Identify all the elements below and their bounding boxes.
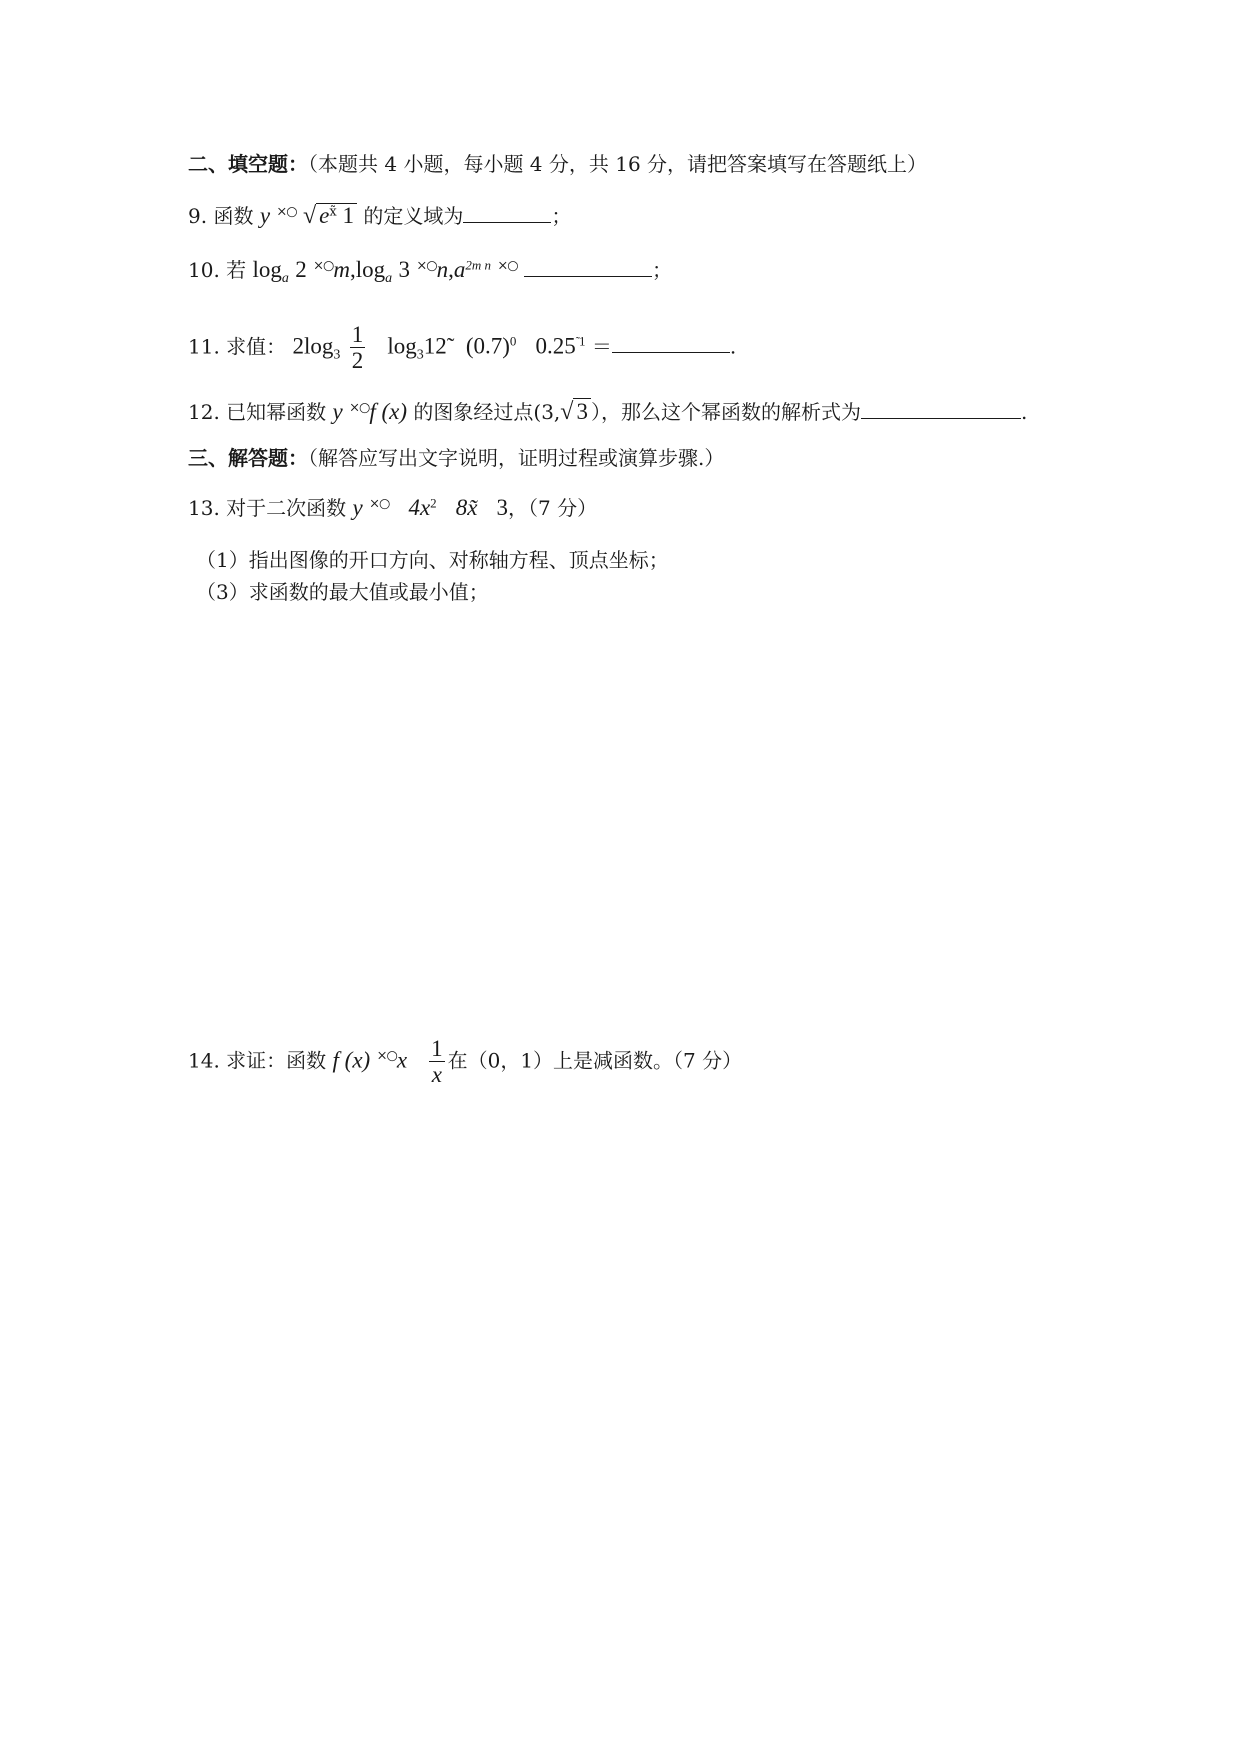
q10-a: a xyxy=(453,257,466,282)
q9-end: ； xyxy=(551,204,572,228)
q10-eq-symbol-1: ×○ xyxy=(313,258,334,274)
q11-sub3b: 3 xyxy=(416,347,424,363)
q10-sub-a2: a xyxy=(385,271,393,286)
q14-number: 14. xyxy=(188,1048,220,1073)
q10-n: n xyxy=(436,257,449,282)
q10-answer-blank[interactable] xyxy=(524,256,652,277)
question-13 xyxy=(188,494,597,522)
q9-y: y xyxy=(259,203,271,228)
q13-y: y xyxy=(352,495,363,520)
q11-end: . xyxy=(729,334,737,359)
q10-eq-symbol-3: ×○ xyxy=(497,258,518,274)
q9-prefix: 函数 xyxy=(213,204,254,228)
q10-three: 3 xyxy=(398,257,411,282)
q11-prefix: 求值： xyxy=(226,334,287,359)
q11-exp0: 0 xyxy=(509,333,517,349)
q9-suffix: 的定义域为 xyxy=(363,204,464,228)
section-3-title: 三、解答题： xyxy=(188,446,308,470)
q12-end: . xyxy=(1020,400,1028,424)
q14-prefix: 求证：函数 xyxy=(226,1048,327,1073)
q12-number: 12. xyxy=(188,400,220,424)
q13-part-1: （1）指出图像的开口方向、对称轴方程、顶点坐标； xyxy=(196,548,669,572)
q13-score: ，（7 分） xyxy=(508,496,598,520)
question-10 xyxy=(188,256,672,288)
q14-frac-den: x xyxy=(431,1062,442,1088)
q10-comma: , xyxy=(350,257,356,282)
q11-expr1: 2log xyxy=(292,333,334,359)
q13-expr: 4x xyxy=(408,495,431,520)
q14-suffix: 在（0，1）上是减函数。（7 分） xyxy=(447,1048,743,1073)
q10-two: 2 xyxy=(295,257,307,282)
q12-answer-blank[interactable] xyxy=(861,398,1021,419)
q10-log1: log xyxy=(252,257,282,282)
q11-fraction xyxy=(350,322,366,374)
q11-expr2: log xyxy=(387,333,417,359)
q10-eq-symbol-2: ×○ xyxy=(416,258,437,274)
q10-log2: log xyxy=(355,257,386,282)
q11-expr2b: 12̃ xyxy=(423,333,447,359)
q14-fx: f (x) xyxy=(332,1047,371,1073)
q11-number: 11. xyxy=(188,334,220,359)
q13-part-3: （3）求函数的最大值或最小值； xyxy=(196,580,489,604)
q12-fx: f (x) xyxy=(369,399,408,424)
q12-sqrt3: 3 xyxy=(573,398,591,424)
q12-y: y xyxy=(332,399,343,424)
q9-minus-one: 1 xyxy=(336,203,354,228)
q9-number: 9. xyxy=(188,204,208,228)
section-2-heading xyxy=(188,152,927,176)
q12-eq-symbol: ×○ xyxy=(349,400,370,416)
q13-number: 13. xyxy=(188,496,220,520)
q11-expr3: (0.7) xyxy=(465,333,510,359)
q9-radicand xyxy=(316,203,357,228)
q11-answer-blank[interactable] xyxy=(612,332,730,353)
question-14 xyxy=(188,1036,742,1088)
q11-frac-num: 1 xyxy=(351,322,364,347)
q9-sqrt-icon: √ xyxy=(303,203,317,229)
q11-equals: ＝ xyxy=(591,334,612,359)
q11-exp4: ̃ 1 xyxy=(575,333,586,349)
q14-x: x xyxy=(396,1047,408,1073)
q10-number: 10. xyxy=(188,258,220,282)
q12-after: ），那么这个幂函数的解析式为 xyxy=(590,400,861,424)
section-3-heading xyxy=(188,446,724,470)
q9-answer-blank[interactable] xyxy=(463,202,551,223)
q10-sub-a1: a xyxy=(281,271,289,286)
q10-comma-2: , xyxy=(448,257,454,282)
q12-mid: 的图象经过点(3, xyxy=(413,400,561,424)
q13-expr2: 8x̃ xyxy=(455,495,478,520)
q13-expr3: 3 xyxy=(496,495,509,520)
q10-exp: 2m n xyxy=(465,257,492,273)
q10-prefix: 若 xyxy=(226,258,247,282)
section-2-title: 二、填空题： xyxy=(188,152,308,176)
q14-eq-symbol: ×○ xyxy=(376,1048,397,1064)
q9-exp: x̃ xyxy=(329,204,337,220)
section-3-note: （解答应写出文字说明，证明过程或演算步骤.） xyxy=(308,446,725,470)
q13-eq-symbol: ×○ xyxy=(369,496,390,512)
q13-prefix: 对于二次函数 xyxy=(226,496,347,520)
q13-square: 2 xyxy=(430,495,437,511)
q11-sub3: 3 xyxy=(333,347,341,363)
question-9 xyxy=(188,202,571,231)
q14-frac-num: 1 xyxy=(431,1036,443,1061)
question-11 xyxy=(188,322,736,374)
q10-end: ； xyxy=(651,258,672,282)
q12-sqrt-icon: √ xyxy=(560,399,574,425)
q9-e: e xyxy=(319,203,330,228)
q12-prefix: 已知幂函数 xyxy=(226,400,327,424)
q11-frac-den: 2 xyxy=(351,348,364,374)
q11-expr4: 0.25 xyxy=(535,333,576,359)
q9-eq-symbol: ×○ xyxy=(276,204,297,220)
q14-fraction xyxy=(429,1036,445,1088)
q10-m: m xyxy=(333,257,351,282)
question-12 xyxy=(188,398,1027,427)
section-2-note: （本题共 4 小题，每小题 4 分，共 16 分，请把答案填写在答题纸上） xyxy=(308,152,928,176)
